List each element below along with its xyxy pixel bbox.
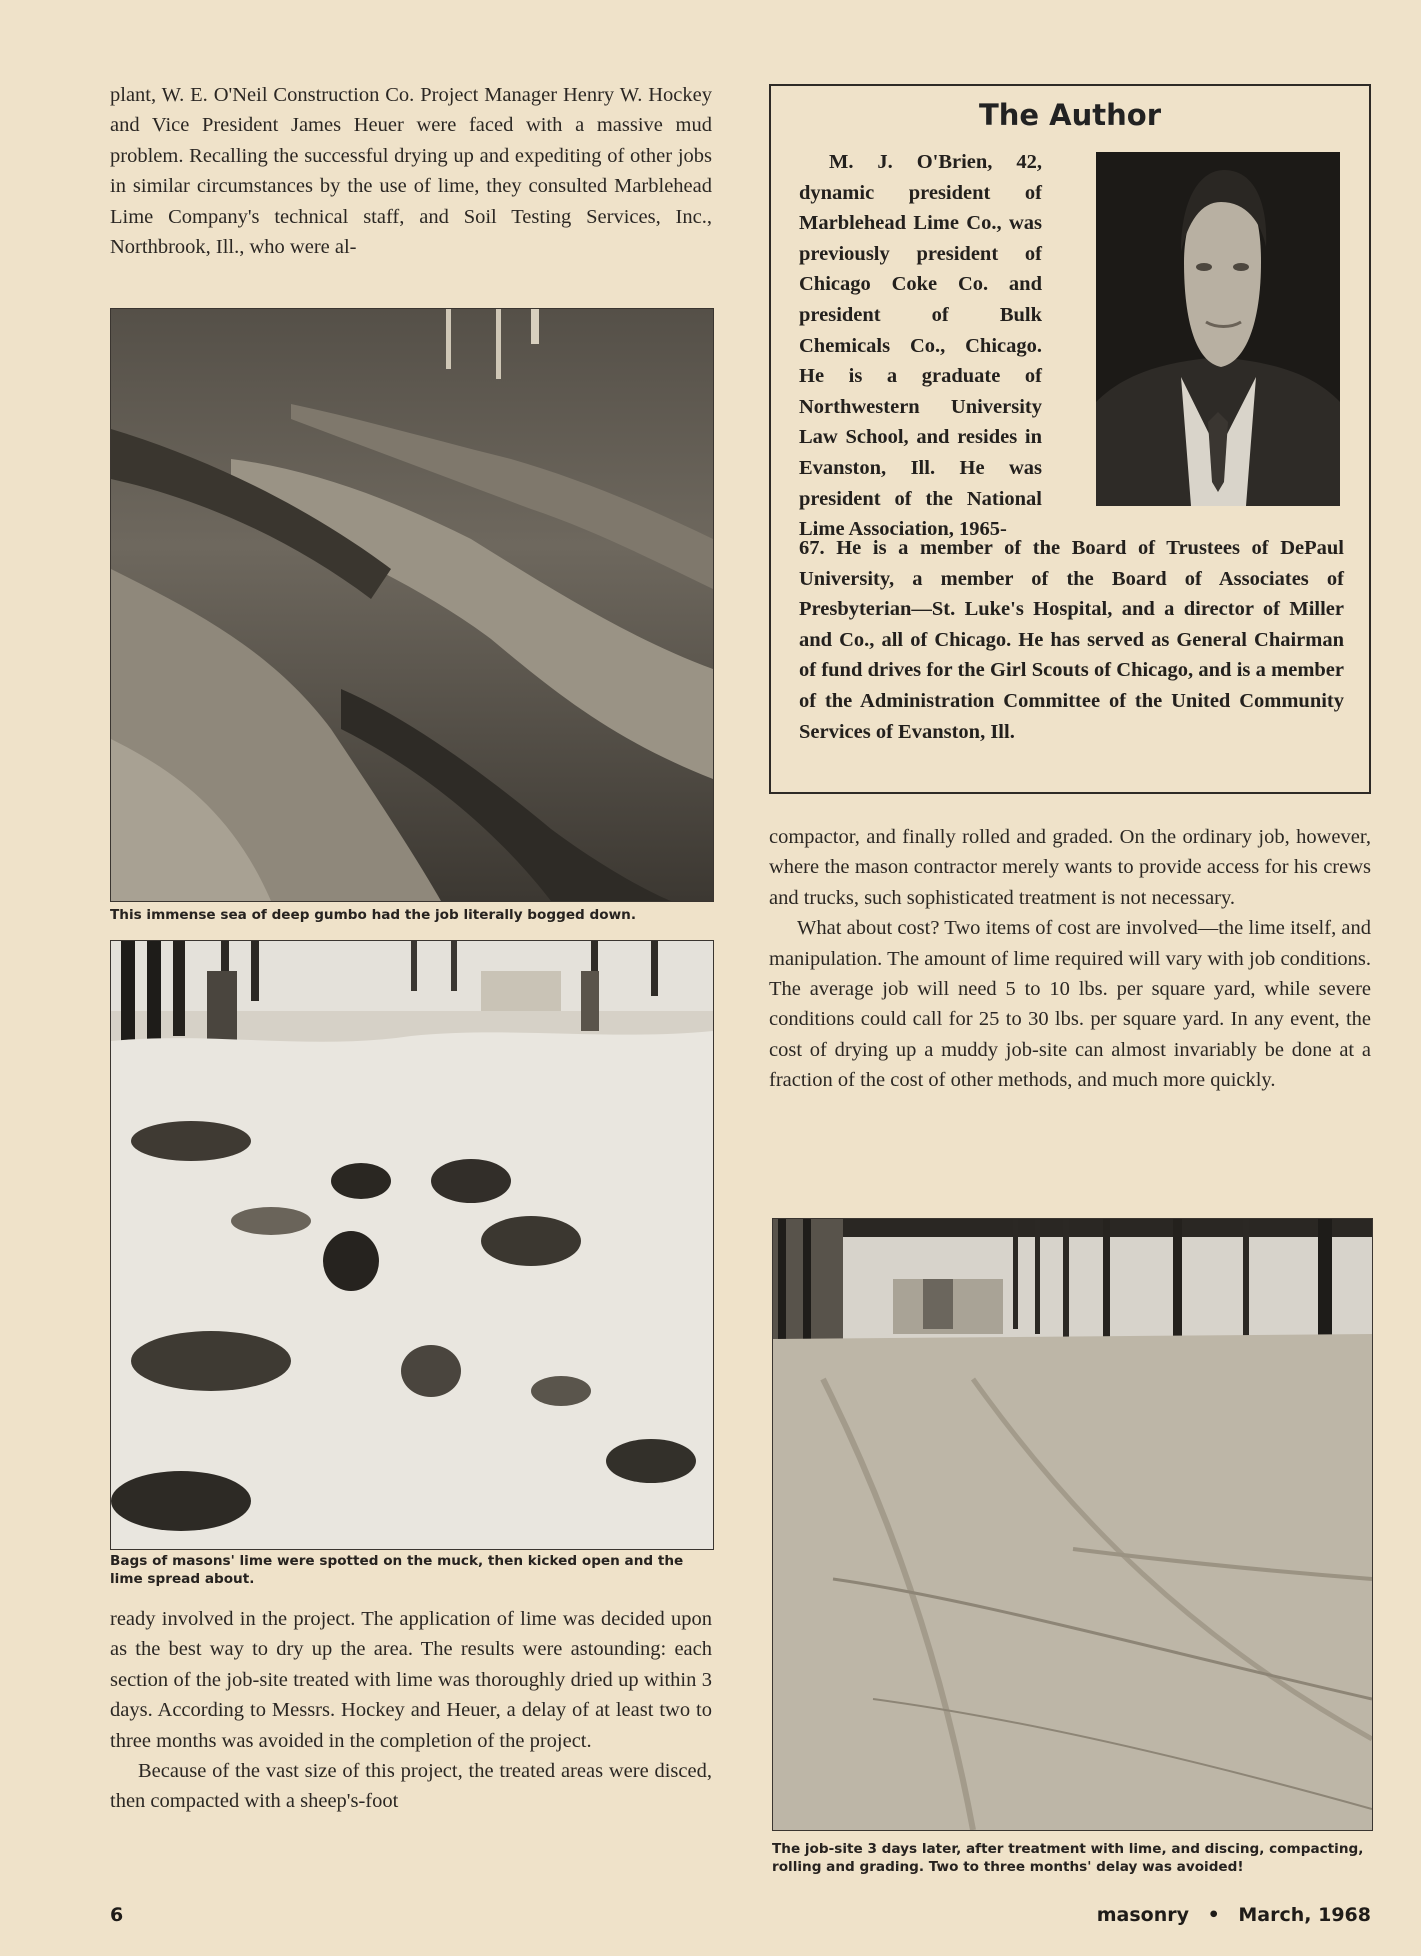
paragraph-vast-size: Because of the vast size of this project, the treated areas were disced, then compacted with a sheep's-foot <box>110 1760 712 1813</box>
author-bio-bottom: 67. He is a member of the Board of Trustees of DePaul University, a member of the Board of Associates of Presbyterian—St. Luke's Hospital, and a director of Miller and Co., all of Chicago. He has served as General Chairman of fund drives for the Girl Scouts of Chicago, and is a member of the Administration Committee of the United Community Services of Evanston, Ill. <box>799 537 1344 743</box>
author-bio-top: M. J. O'Brien, 42, dynamic president of Marblehead Lime Co., was previously president of Chicago Coke Co. and president of Bulk Chemicals Co., Chicago. He is a graduate of Northwestern University Law School, and resides in Evanston, Ill. He was president of the National Lime Association, 1965- <box>799 151 1042 541</box>
right-text <box>769 822 1371 1096</box>
left-intro-text <box>110 80 712 262</box>
photo-lime-spread <box>110 940 714 1550</box>
paragraph-cost: What about cost? Two items of cost are involved—the lime itself, and manipulation. The amount of lime required will vary with job conditions. The average job will need 5 to 10 lbs. per square yard, while severe conditions could call for 25 to 30 lbs. per square yard. In any event, the cost of drying up a muddy job-site can almost invariably be done at a fraction of the cost of other methods, and much more quickly. <box>769 917 1371 1092</box>
paragraph-ready-involved: ready involved in the project. The application of lime was decided upon as the best way to dry up the area. The results were astounding: each section of the job-site treated with lime was thoroughly dried up within 3 days. According to Messrs. Hockey and Heuer, a delay of at least two to three months was avoided in the completion of the project. <box>110 1608 712 1752</box>
paragraph-compactor: compactor, and finally rolled and graded. On the ordinary job, however, where the mason contractor merely wants to provide access for his crews and trucks, such sophisticated treatment is not necessary. <box>769 826 1371 909</box>
footer-publication <box>1097 1904 1371 1926</box>
photo-dried-jobsite <box>772 1218 1373 1831</box>
publication-name: masonry <box>1096 1904 1189 1926</box>
issue-date: March, 1968 <box>1238 1904 1371 1926</box>
photo-mud-gumbo <box>110 308 714 902</box>
photo1-caption: This immense sea of deep gumbo had the job literally bogged down. <box>110 907 636 923</box>
photo2-caption: Bags of masons' lime were spotted on the muck, then kicked open and the lime spread about. <box>110 1553 684 1587</box>
intro-paragraph: plant, W. E. O'Neil Construction Co. Project Manager Henry W. Hockey and Vice President James Heuer were faced with a massive mud problem. Recalling the successful drying up and expediting of other jobs in similar circumstances by the use of lime, they consulted Marblehead Lime Company's technical staff, and Soil Testing Services, Inc., Northbrook, Ill., who were al- <box>110 84 712 259</box>
author-portrait <box>1096 152 1340 506</box>
page-number: 6 <box>110 1904 124 1926</box>
author-box <box>769 84 1371 794</box>
left-lower-text <box>110 1604 712 1817</box>
photo3-caption: The job-site 3 days later, after treatment with lime, and discing, compacting, rolling and grading. Two to three months' delay was avoided! <box>772 1841 1364 1875</box>
author-box-title: The Author <box>978 98 1161 132</box>
footer-bullet: • <box>1207 1904 1220 1926</box>
